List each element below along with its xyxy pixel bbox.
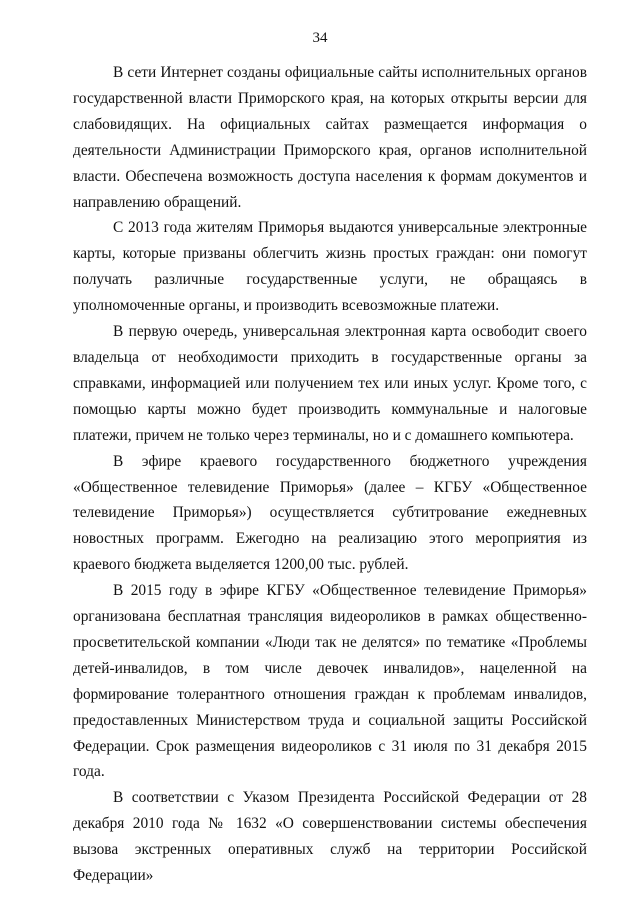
paragraph-video-broadcast: В 2015 году в эфире КГБУ «Общественное телевидение Приморья» организована бесплатная трансляция видеороликов в рамках общественно-просветительской компании «Люди так не делятся» по тематике «Проблемы детей-инвалидов, в том числе девочек инвалидов», нацеленной на формирование толерантного отношения граждан к проблемам инвалидов, предоставленных Министерством труда и социальной защиты Российской Федерации. Срок размещения видеороликов с 31 июля по 31 декабря 2015 года. — [73, 582, 587, 781]
paragraph-presidential-decree: В соответствии с Указом Президента Российской Федерации от 28 декабря 2010 года № 1632 «О совершенствовании системы обеспечения вызова экстренных оперативных служб на территории Российской Федерации» — [73, 789, 587, 885]
paragraph-subtitling: В эфире краевого государственного бюджетного учреждения «Общественное телевидение Приморья» (далее – КГБУ «Общественное телевидение Приморья») осуществляется субтитрование ежедневных новостных программ. Ежегодно на реализацию этого мероприятия из краевого бюджета выделяется 1200,00 тыс. рублей. — [73, 452, 587, 574]
paragraph-websites: В сети Интернет созданы официальные сайты исполнительных органов государственной власти Приморского края, на которых открыты версии для слабовидящих. На официальных сайтах размещается информация о деятельности Администрации Приморского края, органов исполнительной власти. Обеспечена возможность доступа населения к формам документов и направлению обращений. — [73, 64, 587, 211]
document-body — [73, 60, 587, 889]
paragraph-card-benefits: В первую очередь, универсальная электронная карта освободит своего владельца от необходимости приходить в государственные органы за справками, информацией или получением тех или иных услуг. Кроме того, с помощью карты можно будет производить коммунальные и налоговые платежи, причем не только через терминалы, но и с домашнего компьютера. — [73, 323, 587, 444]
page-number: 34 — [312, 30, 328, 46]
paragraph-electronic-cards: С 2013 года жителям Приморья выдаются универсальные электронные карты, которые призваны облегчить жизнь простых граждан: они помогут получать различные государственные услуги, не обращаясь в уполномоченные органы, и производить всевозможные платежи. — [73, 219, 587, 315]
